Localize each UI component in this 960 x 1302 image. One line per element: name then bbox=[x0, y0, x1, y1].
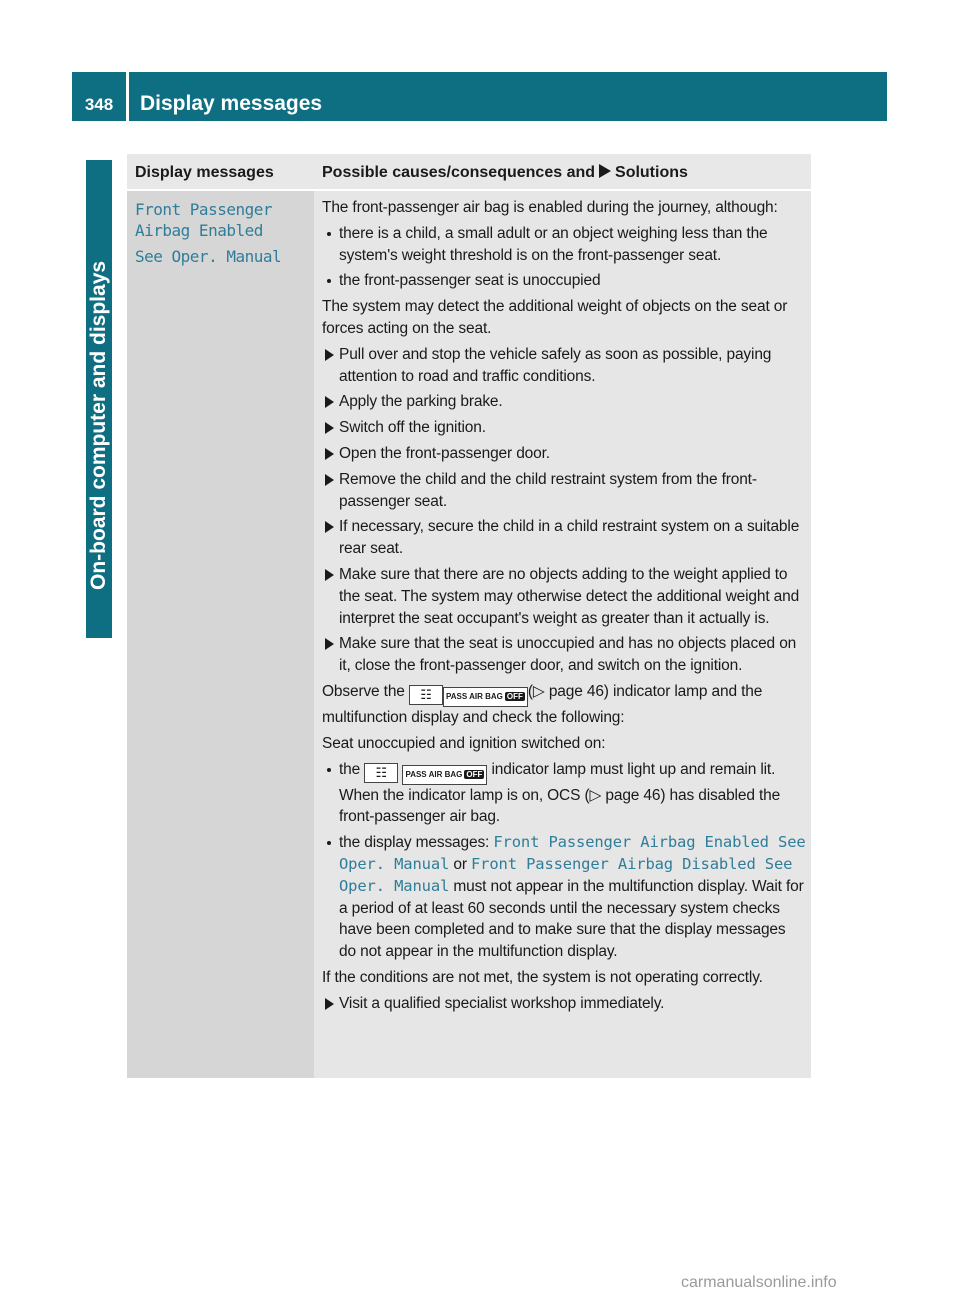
solution-step: Apply the parking brake. bbox=[322, 391, 806, 413]
column-header-display-messages: Display messages bbox=[127, 154, 314, 189]
header-divider bbox=[126, 72, 129, 121]
lamp-post: indicator lamp must light up and remain lit. When the indicator lamp is on, OCS bbox=[339, 760, 776, 804]
messages-pre: the display messages: bbox=[339, 834, 494, 852]
solution-step: If necessary, secure the child in a child restraint system on a suitable rear seat. bbox=[322, 516, 806, 560]
observe-post: indicator lamp and the multifunction display and check the following: bbox=[322, 682, 763, 726]
solution-step: Open the front-passenger door. bbox=[322, 443, 806, 465]
lamp-pre: the bbox=[339, 760, 361, 778]
display-message-line: Airbag Enabled bbox=[135, 221, 263, 240]
solution-step: Pull over and stop the vehicle safely as soon as possible, paying attention to road and traffic conditions. bbox=[322, 344, 806, 388]
airbag-icon-off: OFF bbox=[466, 769, 483, 779]
airbag-icon-off: OFF bbox=[506, 691, 523, 701]
solution-step: Make sure that the seat is unoccupied and has no objects placed on it, close the front-passenger door, and switch on the ignition. bbox=[322, 633, 806, 677]
solution-step: Switch off the ignition. bbox=[322, 417, 806, 439]
solution-arrow-icon bbox=[599, 164, 611, 178]
watermark: carmanualsonline.info bbox=[681, 1274, 837, 1291]
page-header bbox=[72, 72, 887, 121]
page-reference: (▷ page 46) bbox=[527, 682, 609, 700]
pass-airbag-off-icon bbox=[402, 765, 487, 785]
side-tab-label: On-board computer and displays bbox=[87, 260, 110, 590]
display-message-cell bbox=[127, 191, 314, 1078]
observe-text bbox=[322, 681, 806, 729]
display-message-line: See Oper. Manual bbox=[135, 247, 282, 266]
seat-occupancy-icon: ☷ bbox=[409, 685, 443, 705]
condition-item: the front-passenger seat is unoccupied bbox=[322, 270, 806, 292]
causes-solutions-cell bbox=[314, 191, 811, 1078]
conditions-not-met-text: If the conditions are not met, the system is not operating correctly. bbox=[322, 968, 763, 986]
airbag-icon-label: PASS AIR BAG bbox=[445, 691, 503, 701]
display-message-inline: Front Passenger Airbag Enabled See Oper. Manual bbox=[339, 833, 806, 873]
seat-occupancy-icon: ☷ bbox=[364, 763, 398, 783]
page-number: 348 bbox=[84, 95, 114, 114]
solution-step: Visit a qualified specialist workshop immediately. bbox=[322, 993, 806, 1015]
display-message-line: Front Passenger bbox=[135, 200, 272, 219]
intro-text: The front-passenger air bag is enabled during the journey, although: bbox=[322, 199, 778, 216]
check-item-messages bbox=[322, 832, 806, 963]
page-title: Display messages bbox=[140, 92, 323, 115]
detect-note: The system may detect the additional weight of objects on the seat or forces acting on the seat. bbox=[322, 298, 788, 337]
messages-post: must not appear in the multifunction display. Wait for a period of at least 60 seconds until the necessary system checks have been completed and to make sure that the display messages do not appear in the multifunction display. bbox=[339, 877, 804, 961]
column-header-causes-solutions bbox=[314, 154, 811, 189]
observe-pre: Observe the bbox=[322, 682, 405, 700]
check-item-lamp bbox=[322, 759, 806, 829]
solution-step: Remove the child and the child restraint system from the front-passenger seat. bbox=[322, 469, 806, 513]
seat-unoccupied-text: Seat unoccupied and ignition switched on: bbox=[322, 734, 606, 752]
messages-or: or bbox=[449, 855, 471, 873]
lamp-post-2: has disabled the front-passenger air bag. bbox=[339, 786, 781, 826]
column-header-causes-text: Possible causes/consequences and bbox=[322, 164, 596, 181]
condition-item: there is a child, a small adult or an object weighing less than the system's weight threshold is on the front-passenger seat. bbox=[322, 223, 806, 267]
page-reference: (▷ page 46) bbox=[584, 786, 666, 804]
pass-airbag-off-icon bbox=[443, 687, 528, 707]
solution-step: Make sure that there are no objects adding to the weight applied to the seat. The system may otherwise detect the additional weight and interpret the seat occupant's weight as greater than it actually is. bbox=[322, 564, 806, 629]
column-header-solutions-text: Solutions bbox=[615, 164, 688, 181]
airbag-icon-label: PASS AIR BAG bbox=[405, 769, 463, 779]
display-message-inline: Front Passenger Airbag Disabled See Oper. Manual bbox=[339, 854, 793, 895]
